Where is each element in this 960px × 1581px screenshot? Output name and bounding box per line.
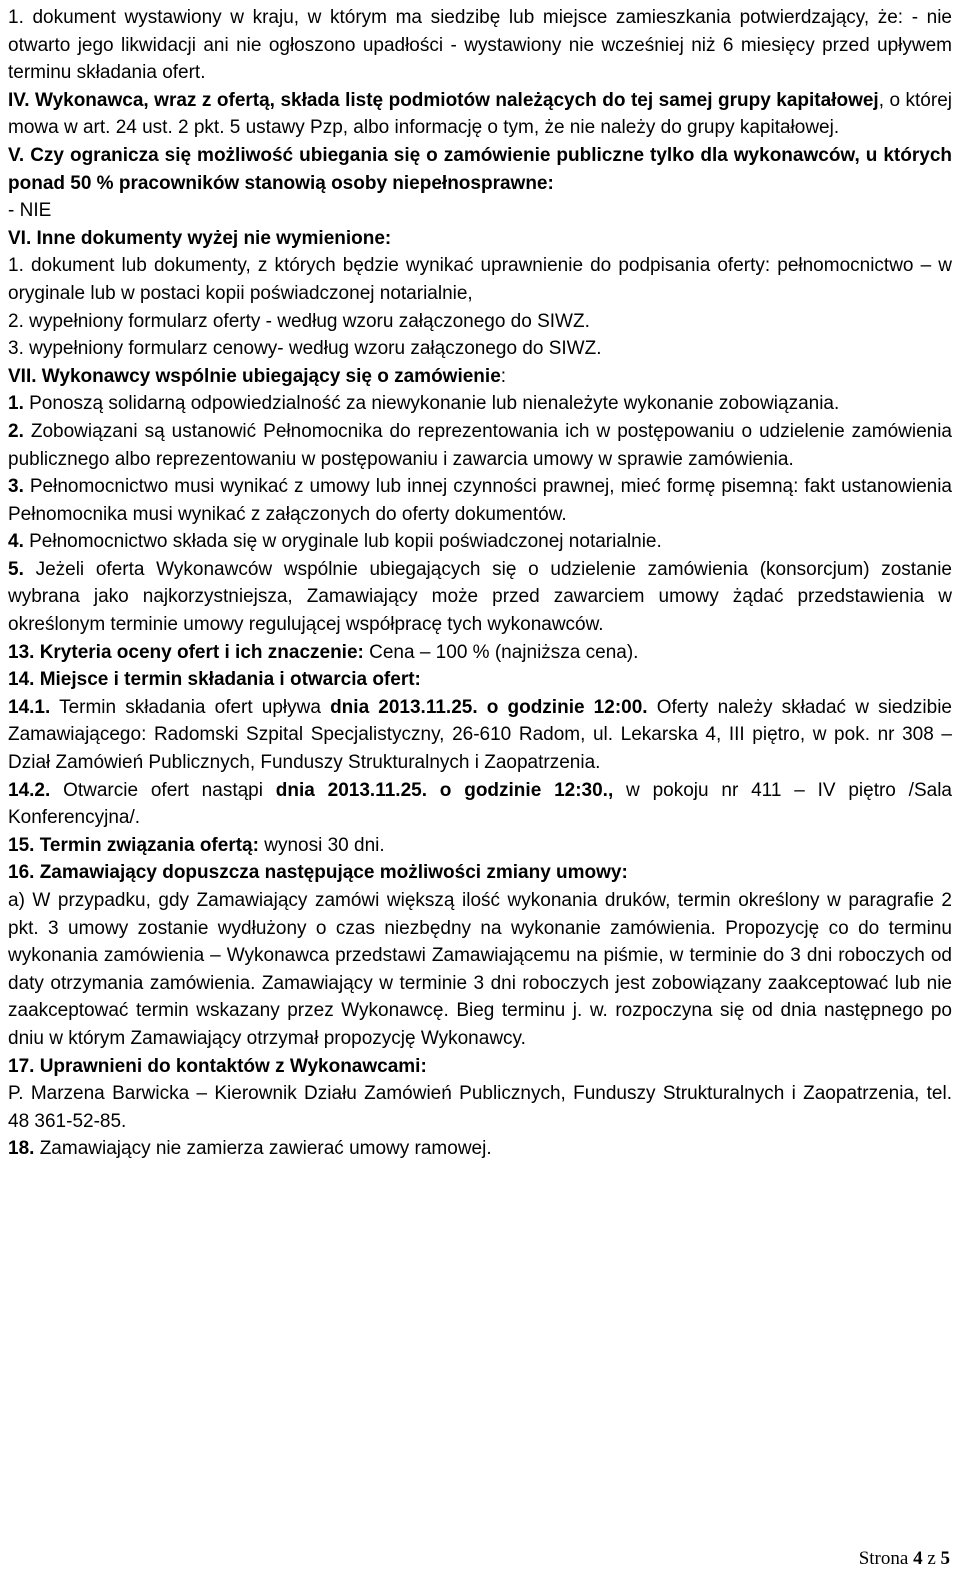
section-vi-item-1: 1. dokument lub dokumenty, z których będzie wynikać uprawnienie do podpisania oferty: pełnomocnictwo – w oryginale lub w postaci kopii poświadczonej notarialnie, [8,255,952,304]
section-14 [8,666,952,694]
page-total: 5 [940,1548,950,1569]
section-14-heading: 14. Miejsce i termin składania i otwarcia ofert: [8,669,421,691]
section-17-heading: 17. Uprawnieni do kontaktów z Wykonawcami: [8,1055,427,1077]
opening-date: dnia 2013.11.25. o godzinie 12:30., [275,779,614,801]
paragraph-document-1: 1. dokument wystawiony w kraju, w którym ma siedzibę lub miejsce zamieszkania potwierdzający, że: - nie otwarto jego likwidacji ani nie ogłoszono upadłości - wystawiony nie wcześniej niż 6 miesięcy przed upływem terminu składania ofert. [8,7,952,84]
page-footer [859,1547,950,1571]
section-18: 18. Zamawiający nie zamierza zawierać umowy ramowej. [8,1138,492,1160]
section-iv: IV. Wykonawca, wraz z ofertą, składa listę podmiotów należących do tej samej grupy kapitałowej, o której mowa w art. 24 ust. 2 pkt. 5 ustawy Pzp, albo informację o tym, że nie należy do grupy kapitałowej. [8,89,952,139]
section-vi-heading: VI. Inne dokumenty wyżej nie wymienione: [8,227,392,249]
section-17 [8,1053,952,1081]
section-17-contact: P. Marzena Barwicka – Kierownik Działu Zamówień Publicznych, Funduszy Strukturalnych i Zaopatrzenia, tel. 48 361-52-85. [8,1083,952,1132]
section-vii-item-2: 2. Zobowiązani są ustanowić Pełnomocnika do reprezentowania ich w postępowaniu o udzielenie zamówienia publicznego albo reprezentowaniu w postępowaniu i zawarcia umowy w sprawie zamówienia. [8,420,952,470]
page-separator: z [922,1548,941,1569]
section-iv-heading: IV. Wykonawca, wraz z ofertą, składa listę podmiotów należących do tej samej grupy kapitałowej [8,89,879,111]
section-vii-item-4: 4. Pełnomocnictwo składa się w oryginale lub kopii poświadczonej notarialnie. [8,531,662,553]
section-15: 15. Termin związania ofertą: wynosi 30 dni. [8,834,385,856]
section-15-heading: 15. Termin związania ofertą: [8,834,259,856]
submission-deadline: dnia 2013.11.25. o godzinie 12:00. [330,696,648,718]
section-vii-item-3: 3. Pełnomocnictwo musi wynikać z umowy lub innej czynności prawnej, mieć formę pisemną: fakt ustanowienia Pełnomocnika musi wynikać z załączonych do oferty dokumentów. [8,476,952,525]
section-v-answer: - NIE [8,200,52,222]
section-vi-item-2: 2. wypełniony formularz oferty - według wzoru załączonego do SIWZ. [8,310,590,332]
section-13: 13. Kryteria oceny ofert i ich znaczenie: Cena – 100 % (najniższa cena). [8,641,639,663]
section-vi [8,225,952,253]
section-v [8,142,952,197]
section-v-heading: V. Czy ogranicza się możliwość ubiegania się o zamówienie publiczne tylko dla wykonawców, u których ponad 50 % pracowników stanowią osoby niepełnosprawne: [8,144,952,194]
section-16-heading: 16. Zamawiający dopuszcza następujące możliwości zmiany umowy: [8,862,628,884]
section-vii-heading: VII. Wykonawcy wspólnie ubiegający się o zamówienie [8,365,501,387]
section-16-item-a: a) W przypadku, gdy Zamawiający zamówi większą ilość wykonania druków, termin określony w paragrafie 2 pkt. 3 umowy zostanie wydłużony o czas niezbędny na wykonanie zamówienia. Propozycję co do terminu wykonania zamówienia – Wykonawca przedstawi Zamawiającemu na piśmie, w terminie do 3 dni roboczych od daty otrzymania zamówienia. Zamawiający w terminie 3 dni roboczych jest zobowiązany zaakceptować lub nie zaakceptować termin wskazany przez Wykonawcę. Bieg terminu j. w. rozpoczyna się od dnia następnego po dniu w którym Zamawiający otrzymał propozycję Wykonawcy. [8,890,952,1049]
section-16 [8,859,952,887]
section-vii-item-1: 1. Ponoszą solidarną odpowiedzialność za niewykonanie lub nienależyte wykonanie zobowiązania. [8,393,840,415]
section-13-heading: 13. Kryteria oceny ofert i ich znaczenie: [8,641,364,663]
section-vi-item-3: 3. wypełniony formularz cenowy- według wzoru załączonego do SIWZ. [8,338,602,360]
section-vii: VII. Wykonawcy wspólnie ubiegający się o zamówienie: [8,365,507,387]
section-14-1: 14.1. Termin składania ofert upływa dnia 2013.11.25. o godzinie 12:00. Oferty należy składać w siedzibie Zamawiającego: Radomski Szpital Specjalistyczny, 26-610 Radom, ul. Lekarska 4, III piętro, w pok. nr 308 – Dział Zamówień Publicznych, Funduszy Strukturalnych i Zaopatrzenia. [8,696,952,774]
page-label: Strona [858,1548,914,1569]
section-vii-item-5: 5. Jeżeli oferta Wykonawców wspólnie ubiegających się o udzielenie zamówienia (konsorcjum) zostanie wybrana jako najkorzystniejsza, Zamawiający może przed zawarciem umowy żądać przedstawienia w określonym terminie umowy regulującej współpracę tych wykonawców. [8,558,952,636]
page-current: 4 [913,1548,923,1569]
section-14-2: 14.2. Otwarcie ofert nastąpi dnia 2013.11.25. o godzinie 12:30., w pokoju nr 411 – IV piętro /Sala Konferencyjna/. [8,779,952,829]
